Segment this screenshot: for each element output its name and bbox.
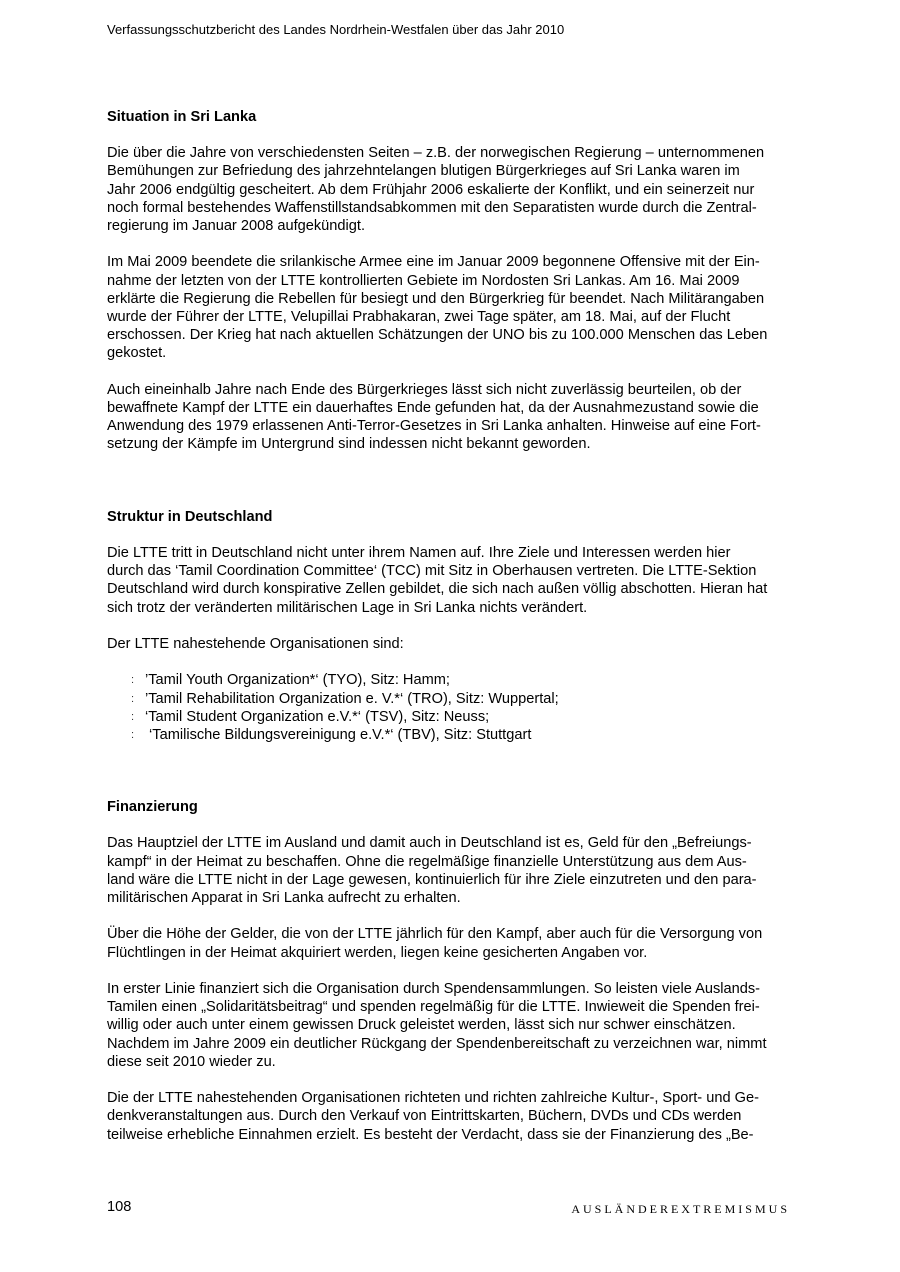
running-header: Verfassungsschutzbericht des Landes Nordrhein-Westfalen über das Jahr 2010 <box>107 22 565 37</box>
section-heading-finanzierung: Finanzierung <box>107 799 198 816</box>
list-item-text: ’Tamil Youth Organization*‘ (TYO), Sitz: Hamm; <box>145 672 450 689</box>
page-content <box>107 108 793 1162</box>
paragraph: Der LTTE nahestehende Organisationen sind: <box>107 636 404 653</box>
section-spacer <box>107 472 793 508</box>
bullet-icon: : <box>131 692 135 705</box>
page-number: 108 <box>107 1199 132 1215</box>
list-item-text: ’Tamil Rehabilitation Organization e. V.*‘ (TRO), Sitz: Wuppertal; <box>145 690 559 707</box>
section-heading-sri-lanka: Situation in Sri Lanka <box>107 109 257 125</box>
list-item <box>107 726 793 744</box>
paragraph: Über die Höhe der Gelder, die von der LTTE jährlich für den Kampf, aber auch für die Versorgung von Flüchtlingen in der Heimat akquiriert werden, liegen keine gesicherten Angaben vor. <box>107 926 763 961</box>
organization-list <box>107 671 793 744</box>
paragraph: In erster Linie finanziert sich die Organisation durch Spendensammlungen. So leisten viele Auslands- Tamilen einen „Solidaritätsbeitrag“ und spenden regelmäßig für die LTTE. Inwieweit die Spenden frei- willig oder auch unter einem gewissen Druck geleistet werden, lässt sich nur schwer einschätzen. Nachdem im Jahre 2009 ein deutlicher Rückgang der Spendenbereitschaft zu verzeichnen war, nimmt diese seit 2010 wieder zu. <box>107 981 767 1070</box>
bullet-icon: : <box>131 729 135 742</box>
paragraph: Im Mai 2009 beendete die srilankische Armee eine im Januar 2009 begonnene Offensive mit der Ein- nahme der letzten von der LTTE kontrollierten Gebiete im Nordosten Sri Lankas. Am 16. Mai 2009 erklärte die Regierung die Rebellen für besiegt und den Bürgerkrieg für beendet. Nach Militärangaben wurde der Führer der LTTE, Velupillai Prabhakaran, zwei Tage später, am 18. Mai, auf der Flucht erschossen. Der Krieg hat nach aktuellen Schätzungen der UNO bis zu 100.000 Menschen das Leben gekostet. <box>107 254 768 362</box>
paragraph: Die über die Jahre von verschiedensten Seiten – z.B. der norwegischen Regierung – unternommenen Bemühungen zur Befriedung des jahrzehntelangen blutigen Bürgerkrieges auf Sri Lanka waren im Jahr 2006 endgültig gescheitert. Ab dem Frühjahr 2006 eskalierte der Konflikt, und ein seinerzeit nur noch formal bestehendes Waffenstillstandsabkommen mit den Separatisten wurde durch die Zentral- regierung im Januar 2008 aufgekündigt. <box>107 145 765 235</box>
bullet-icon: : <box>131 674 135 687</box>
paragraph: Auch eineinhalb Jahre nach Ende des Bürgerkrieges lässt sich nicht zuverlässig beurteilen, ob der bewaffnete Kampf der LTTE ein dauerhaftes Ende gefunden hat, da der Ausnahmezustand sowie die Anwendung des 1979 erlassenen Anti-Terror-Gesetzes in Sri Lanka anhalten. Hinweise auf eine Fort- setzung der Kämpfe im Untergrund sind indessen nicht bekannt geworden. <box>107 381 761 453</box>
list-item <box>107 690 793 708</box>
bullet-icon: : <box>131 710 135 723</box>
footer-section-title: AUSLÄNDEREXTREMISMUS <box>571 1202 790 1216</box>
list-item-text: ‘Tamilische Bildungsvereinigung e.V.*‘ (TBV), Sitz: Stuttgart <box>145 727 532 744</box>
paragraph: Die der LTTE nahestehenden Organisationen richteten und richten zahlreiche Kultur-, Sport- und Ge- denkveranstaltungen aus. Durch den Verkauf von Eintrittskarten, Büchern, DVDs und CDs werden teilweise erhebliche Einnahmen erzielt. Es besteht der Verdacht, dass sie der Finanzierung des „Be- <box>107 1090 759 1143</box>
list-item-text: ‘Tamil Student Organization e.V.*‘ (TSV), Sitz: Neuss; <box>145 708 490 725</box>
list-item <box>107 671 793 689</box>
list-item <box>107 708 793 726</box>
section-spacer <box>107 762 793 798</box>
section-heading-deutschland: Struktur in Deutschland <box>107 508 273 525</box>
paragraph: Die LTTE tritt in Deutschland nicht unter ihrem Namen auf. Ihre Ziele und Interessen werden hier durch das ‘Tamil Coordination Committee‘ (TCC) mit Sitz in Oberhausen vertreten. Die LTTE-Sektion Deutschland wird durch konspirative Zellen gebildet, die sich nach außen völlig abschotten. Hieran hat sich trotz der veränderten militärischen Lage in Sri Lanka nichts verändert. <box>107 545 768 616</box>
paragraph: Das Hauptziel der LTTE im Ausland und damit auch in Deutschland ist es, Geld für den „Befreiungs- kampf“ in der Heimat zu beschaffen. Ohne die regelmäßige finanzielle Unterstützung aus dem Aus- land wäre die LTTE nicht in der Lage gewesen, kontinuierlich für ihre Ziele einzutreten und den para- militärischen Apparat in Sri Lanka aufrecht zu erhalten. <box>107 835 757 907</box>
